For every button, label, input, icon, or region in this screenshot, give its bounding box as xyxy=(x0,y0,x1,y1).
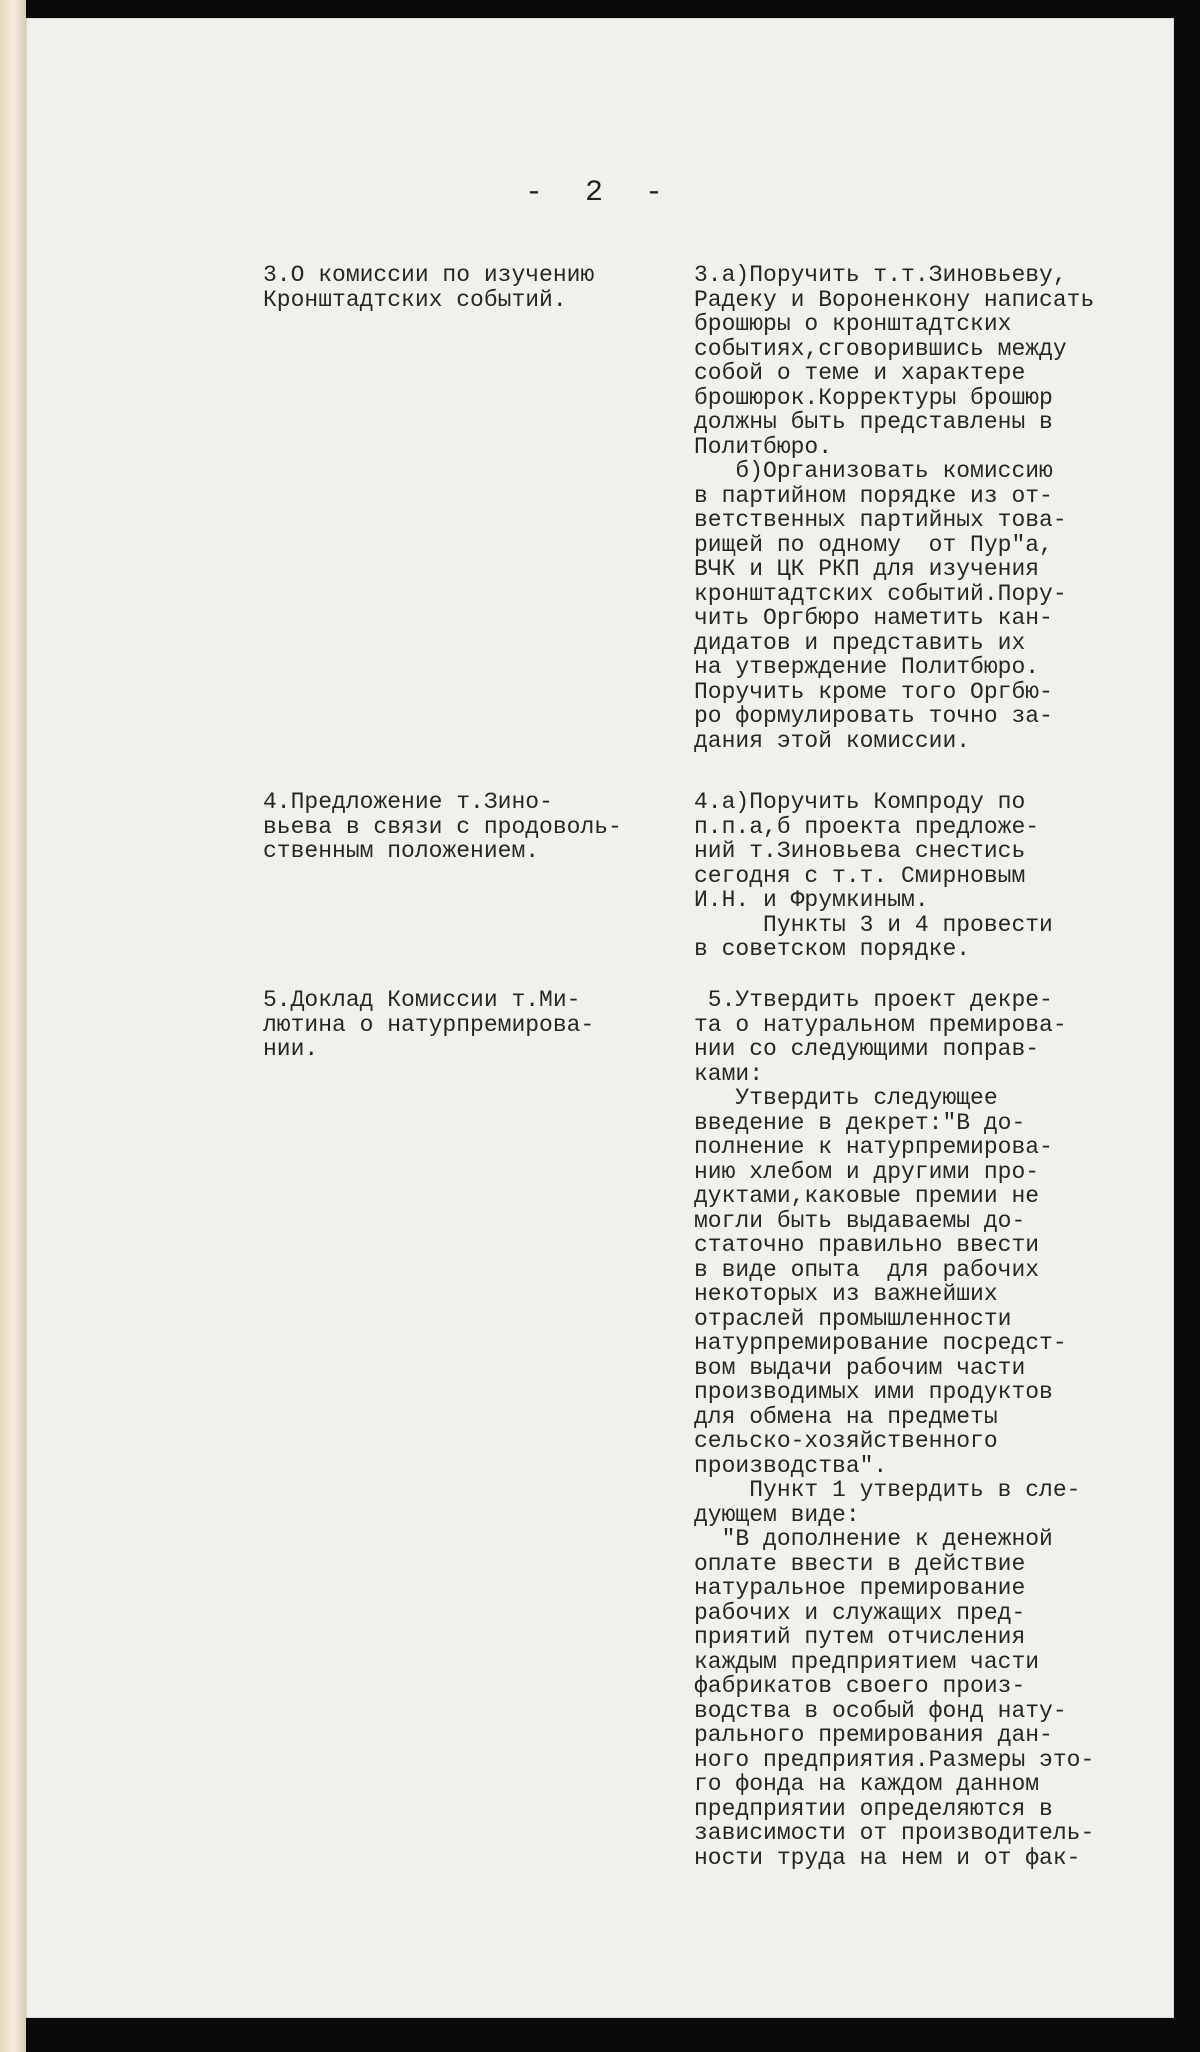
decision-line: п.п.а,б проекта предложе- xyxy=(694,813,1040,840)
decision-line: фабрикатов своего произ- xyxy=(694,1673,1026,1699)
decision-line: рищей по одному от Пур"а, xyxy=(694,531,1053,558)
decision-line: Политбюро. xyxy=(694,433,833,460)
topic-line: вьева в связи с продоволь- xyxy=(263,813,622,840)
decision-line: введение в декрет:"В до- xyxy=(694,1109,1026,1136)
decision-line: ний т.Зиновьева снестись xyxy=(694,838,1026,864)
decision-line: натуральное премирование xyxy=(694,1575,1026,1601)
decision-line: та о натуральном премирова- xyxy=(694,1011,1067,1038)
agenda-item-5-decision xyxy=(694,988,1169,1870)
decision-line: дания этой комиссии. xyxy=(694,727,971,754)
decision-line: на утверждение Политбюро. xyxy=(694,654,1040,680)
decision-line: сельско-хозяйственного xyxy=(694,1428,998,1454)
agenda-item-5-topic xyxy=(263,988,693,1062)
decision-line: Пункты 3 и 4 провести xyxy=(694,911,1053,938)
topic-line: нии. xyxy=(263,1036,319,1062)
decision-line: дидатов и представить их xyxy=(694,629,1026,656)
decision-line: водства в особый фонд нату- xyxy=(694,1697,1067,1724)
decision-line: чить Оргбюро наметить кан- xyxy=(694,605,1053,631)
decision-line: некоторых из важнейших xyxy=(694,1281,998,1307)
page-number: - 2 - xyxy=(524,176,675,210)
decision-line: событиях,сговорившись между xyxy=(694,335,1067,362)
document-page xyxy=(26,18,1174,2018)
decision-line: ного предприятия.Размеры это- xyxy=(694,1746,1095,1773)
decision-line: И.Н. и Фрумкиным. xyxy=(694,887,929,913)
agenda-item-3-decision xyxy=(694,263,1169,753)
decision-line: ками: xyxy=(694,1060,764,1087)
decision-line: натурпремирование посредст- xyxy=(694,1330,1067,1356)
decision-line: рабочих и служащих пред- xyxy=(694,1599,1026,1626)
decision-line: вом выдачи рабочим части xyxy=(694,1354,1026,1381)
decision-line: ро формулировать точно за- xyxy=(694,703,1053,729)
agenda-item-3-topic xyxy=(263,263,693,312)
decision-line: рального премирования дан- xyxy=(694,1722,1053,1748)
decision-line: б)Организовать комиссию xyxy=(694,458,1053,484)
decision-line: Пункт 1 утвердить в сле- xyxy=(694,1477,1081,1503)
decision-line: сегодня с т.т. Смирновым xyxy=(694,862,1026,889)
topic-line: Кронштадтских событий. xyxy=(263,286,567,313)
decision-line: Поручить кроме того Оргбю- xyxy=(694,678,1053,705)
decision-line: нии со следующими поправ- xyxy=(694,1036,1040,1062)
decision-line: 4.а)Поручить Компроду по xyxy=(694,789,1026,815)
decision-line: ВЧК и ЦК РКП для изучения xyxy=(694,556,1040,582)
topic-line: 3.О комиссии по изучению xyxy=(263,262,595,288)
agenda-item-4-decision xyxy=(694,790,1169,962)
decision-line: го фонда на каждом данном xyxy=(694,1771,1040,1797)
decision-line: дуктами,каковые премии не xyxy=(694,1183,1040,1209)
decision-line: брошюрок.Корректуры брошюр xyxy=(694,384,1053,411)
decision-line: 5.Утвердить проект декре- xyxy=(694,987,1053,1013)
decision-line: Радеку и Вороненкону написать xyxy=(694,286,1095,313)
agenda-item-4-topic xyxy=(263,790,693,864)
decision-line: "В дополнение к денежной xyxy=(694,1526,1053,1552)
topic-line: 5.Доклад Комиссии т.Ми- xyxy=(263,987,581,1013)
decision-line: производимых ими продуктов xyxy=(694,1379,1053,1405)
topic-line: 4.Предложение т.Зино- xyxy=(263,789,553,815)
decision-line: в виде опыта для рабочих xyxy=(694,1256,1040,1283)
decision-line: должны быть представлены в xyxy=(694,409,1053,435)
decision-line: зависимости от производитель- xyxy=(694,1820,1095,1846)
decision-line: отраслей промышленности xyxy=(694,1305,1012,1332)
decision-line: собой о теме и характере xyxy=(694,360,1026,386)
decision-line: для обмена на предметы xyxy=(694,1403,998,1430)
decision-line: дующем виде: xyxy=(694,1501,860,1528)
decision-line: в советском порядке. xyxy=(694,936,971,962)
book-binding-edge xyxy=(0,0,26,2052)
decision-line: кронштадтских событий.Пору- xyxy=(694,580,1067,607)
decision-line: в партийном порядке из от- xyxy=(694,482,1053,509)
decision-line: производства". xyxy=(694,1452,888,1479)
decision-line: брошюры о кронштадтских xyxy=(694,311,1012,337)
decision-line: ветственных партийных това- xyxy=(694,507,1067,533)
decision-line: статочно правильно ввести xyxy=(694,1232,1040,1258)
topic-line: лютина о натурпремирова- xyxy=(263,1011,595,1038)
decision-line: 3.а)Поручить т.т.Зиновьеву, xyxy=(694,262,1067,288)
decision-line: оплате ввести в действие xyxy=(694,1550,1026,1577)
decision-line: ности труда на нем и от фак- xyxy=(694,1844,1081,1871)
decision-line: нию хлебом и другими про- xyxy=(694,1158,1040,1185)
decision-line: Утвердить следующее xyxy=(694,1085,998,1111)
decision-line: могли быть выдаваемы до- xyxy=(694,1207,1026,1234)
decision-line: приятий путем отчисления xyxy=(694,1624,1026,1650)
decision-line: полнение к натурпремирова- xyxy=(694,1134,1053,1160)
topic-line: ственным положением. xyxy=(263,838,540,864)
decision-line: предприятии определяются в xyxy=(694,1795,1053,1822)
decision-line: каждым предприятием части xyxy=(694,1648,1040,1675)
